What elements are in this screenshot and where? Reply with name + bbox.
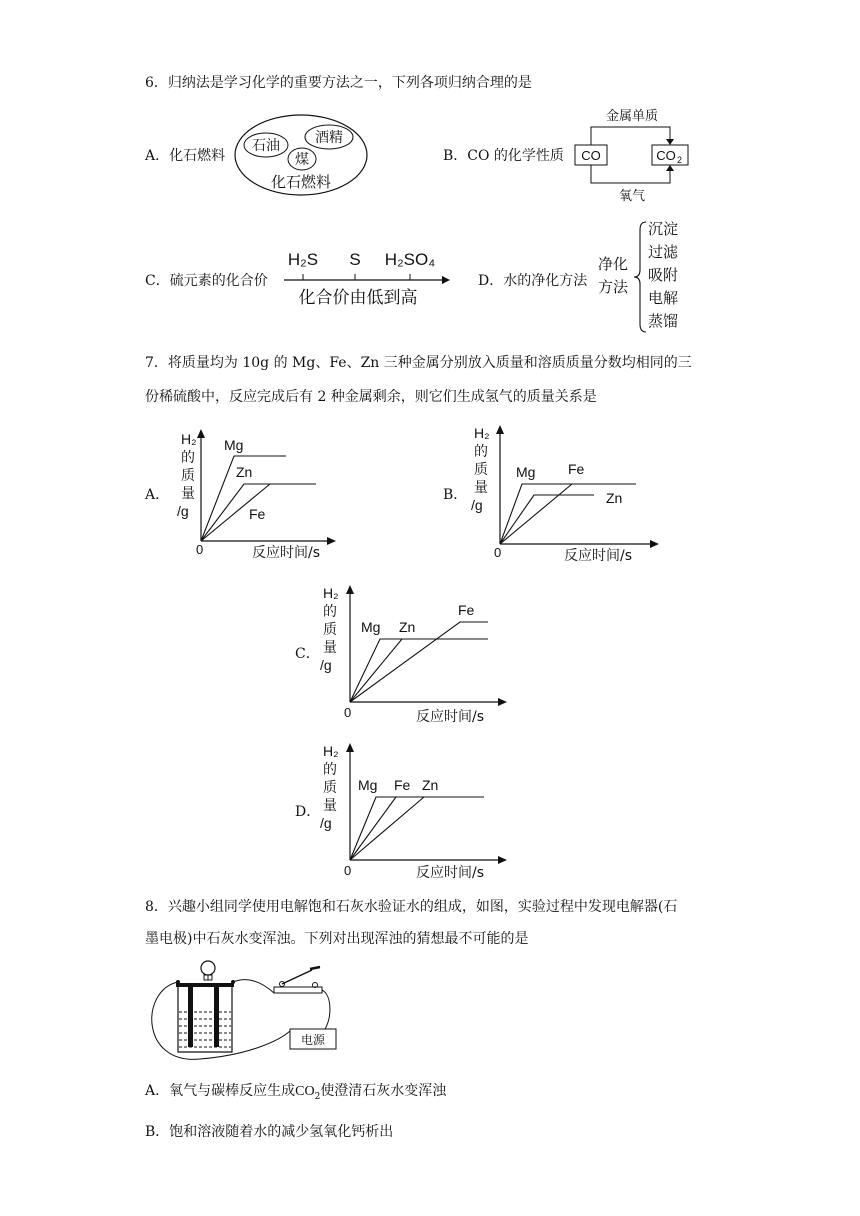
svg-text:量: 量 xyxy=(181,486,195,502)
q6-option-a-label: A．化石燃料 xyxy=(145,148,226,164)
svg-text:质: 质 xyxy=(474,462,488,478)
svg-text:反应时间/s: 反应时间/s xyxy=(416,865,485,881)
svg-text:Mg: Mg xyxy=(358,777,378,793)
q8-stem-line1: 8．兴趣小组同学使用电解饱和石灰水验证水的组成，如图，实验过程中发现电解器(石 xyxy=(145,899,678,915)
q6-option-d-diagram xyxy=(596,216,691,338)
svg-text:质: 质 xyxy=(323,622,337,638)
electrolysis-apparatus xyxy=(140,955,340,1065)
c-compound-s: S xyxy=(349,250,361,269)
svg-text:的: 的 xyxy=(323,762,337,778)
q6-option-b-label: B．CO 的化学性质 xyxy=(443,148,564,164)
svg-text:Fe: Fe xyxy=(394,777,411,793)
svg-text:0: 0 xyxy=(344,863,352,878)
a-item-coal: 煤 xyxy=(295,152,309,168)
d-caption-line1: 净化 xyxy=(598,255,629,273)
d-method-5: 蒸馏 xyxy=(648,312,679,330)
q7-option-d-label: D． xyxy=(295,804,321,820)
q6-option-c-diagram xyxy=(278,244,453,310)
svg-text:Mg: Mg xyxy=(224,437,244,453)
svg-text:H₂: H₂ xyxy=(323,585,339,601)
q7-graph-a xyxy=(164,426,344,562)
d-method-4: 电解 xyxy=(648,289,679,307)
q6-option-a-diagram xyxy=(232,112,372,198)
b-left-box: CO xyxy=(581,148,601,163)
q7-graph-d xyxy=(316,738,516,884)
svg-text:的: 的 xyxy=(181,450,195,466)
q6-option-d-label: D．水的净化方法 xyxy=(478,273,588,289)
svg-text:Zn: Zn xyxy=(399,619,416,635)
b-bottom-label: 氧气 xyxy=(618,189,646,204)
power-label: 电源 xyxy=(300,1033,326,1047)
a-item-oil: 石油 xyxy=(252,138,280,154)
svg-text:Fe: Fe xyxy=(458,602,475,618)
q8-stem-line2: 墨电极)中石灰水变浑浊。下列对出现浑浊的猜想最不可能的是 xyxy=(145,931,529,947)
svg-text:/g: /g xyxy=(320,657,332,673)
d-method-3: 吸附 xyxy=(648,266,679,284)
svg-text:量: 量 xyxy=(323,640,337,656)
q6-option-c-label: C．硫元素的化合价 xyxy=(145,273,268,289)
svg-text:0: 0 xyxy=(344,705,352,720)
svg-text:/g: /g xyxy=(177,503,189,519)
svg-text:Mg: Mg xyxy=(361,619,381,635)
svg-text:0: 0 xyxy=(494,545,502,560)
svg-text:H₂: H₂ xyxy=(323,743,339,759)
svg-text:0: 0 xyxy=(196,542,204,557)
q6-stem: 6．归纳法是学习化学的重要方法之一，下列各项归纳合理的是 xyxy=(145,75,532,91)
svg-text:质: 质 xyxy=(323,780,337,796)
q7-option-b-label: B． xyxy=(443,487,468,503)
q7-graph-b xyxy=(464,420,664,566)
svg-text:Zn: Zn xyxy=(606,490,623,506)
svg-text:Zn: Zn xyxy=(422,777,439,793)
d-caption-line2: 方法 xyxy=(598,278,629,296)
c-compound-h2s: H₂S xyxy=(287,250,319,269)
b-top-label: 金属单质 xyxy=(605,109,659,124)
q7-option-c-label: C． xyxy=(295,646,320,662)
a-item-alcohol: 酒精 xyxy=(315,130,343,146)
q7-graph-c xyxy=(316,580,516,726)
bulb-icon xyxy=(201,961,215,975)
c-axis-caption: 化合价由低到高 xyxy=(298,288,418,308)
svg-text:质: 质 xyxy=(181,468,195,484)
a-outer-label: 化石燃料 xyxy=(270,173,332,191)
svg-text:H₂: H₂ xyxy=(474,425,490,441)
svg-text:Fe: Fe xyxy=(568,461,585,477)
svg-text:量: 量 xyxy=(474,480,488,496)
d-method-2: 过滤 xyxy=(648,243,679,261)
svg-text:反应时间/s: 反应时间/s xyxy=(416,709,485,725)
svg-text:/g: /g xyxy=(320,815,332,831)
b-right-sub: 2 xyxy=(677,155,683,165)
svg-text:Mg: Mg xyxy=(516,464,536,480)
svg-text:的: 的 xyxy=(474,444,488,460)
q8-option-b: B．饱和溶液随着水的减少氢氧化钙析出 xyxy=(145,1124,394,1140)
svg-text:H₂: H₂ xyxy=(181,431,197,447)
c-compound-h2so4: H₂SO₄ xyxy=(384,250,436,269)
q8-option-a: A．氧气与碳棒反应生成$CO_2$使澄清石灰水变浑浊 xyxy=(145,1083,447,1102)
svg-text:Zn: Zn xyxy=(236,464,253,480)
q6-option-b-diagram xyxy=(570,105,695,205)
q7-stem-line1: 7．将质量均为 10g 的 Mg、Fe、Zn 三种金属分别放入质量和溶质质量分数均相同的三 xyxy=(145,355,692,371)
svg-text:反应时间/s: 反应时间/s xyxy=(564,548,633,564)
q7-option-a-label: A． xyxy=(145,487,170,503)
d-method-1: 沉淀 xyxy=(648,220,679,238)
svg-text:的: 的 xyxy=(323,604,337,620)
svg-text:/g: /g xyxy=(471,497,483,513)
q7-stem-line2: 份稀硫酸中，反应完成后有 2 种金属剩余，则它们生成氢气的质量关系是 xyxy=(145,389,597,405)
svg-text:反应时间/s: 反应时间/s xyxy=(252,545,321,561)
svg-text:量: 量 xyxy=(323,798,337,814)
svg-text:Fe: Fe xyxy=(249,506,266,522)
b-right-box: CO xyxy=(656,148,676,163)
